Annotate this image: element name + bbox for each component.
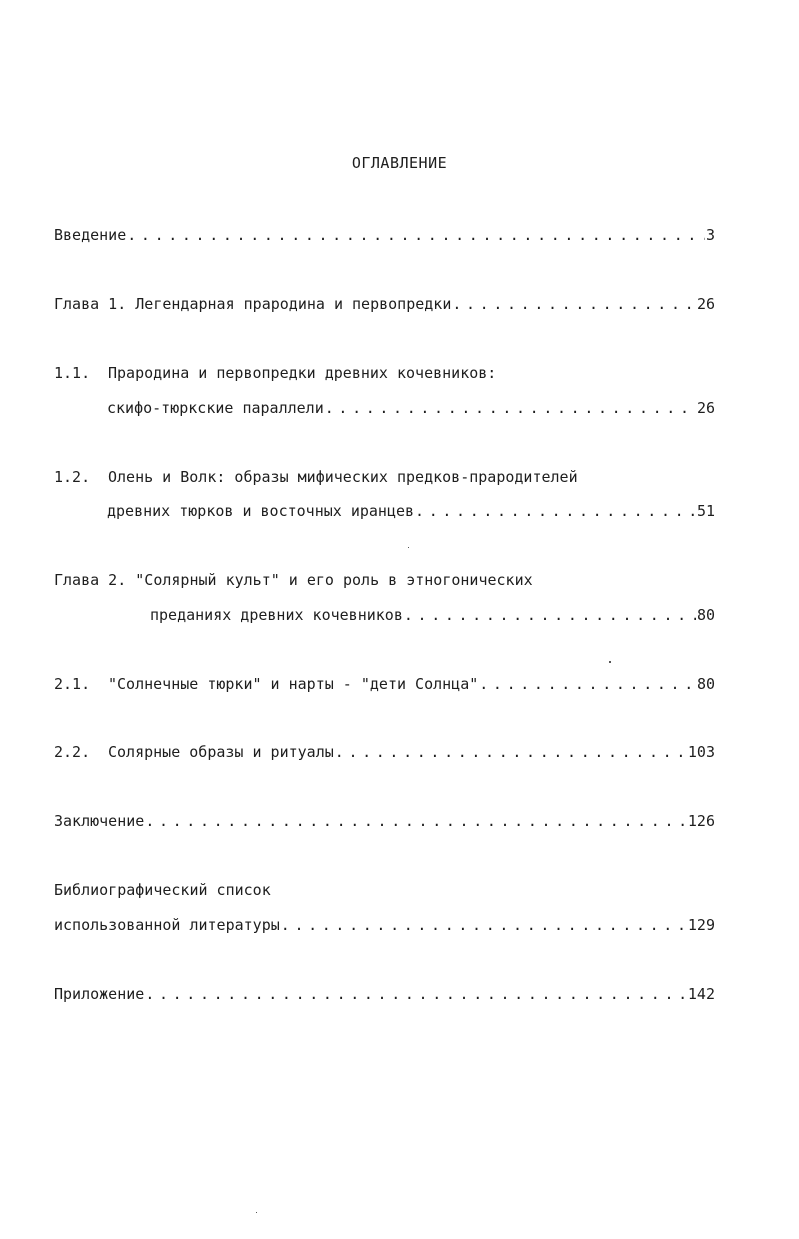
page-number: 51 [696, 502, 715, 520]
toc-entry-1-1-line1 [54, 362, 715, 384]
page-number: 26 [696, 295, 715, 313]
page-number: 103 [687, 743, 715, 761]
page-number: 80 [696, 675, 715, 693]
dot-leader [145, 810, 687, 832]
page-number: 80 [696, 606, 715, 624]
section-number: 1.2. [54, 468, 91, 486]
toc-entry-2-2 [54, 741, 715, 763]
entry-text: Библиографический список [54, 881, 271, 899]
toc-entry-appendix [54, 983, 715, 1005]
entry-text: Заключение [54, 812, 145, 830]
page-title: ОГЛАВЛЕНИЕ [351, 154, 448, 172]
dot-leader [145, 983, 687, 1005]
entry-text: Солярные образы и ритуалы [108, 743, 334, 761]
page-number: 126 [687, 812, 715, 830]
page-number: 26 [696, 399, 715, 417]
toc-entry-bibliography-line2 [54, 914, 715, 936]
entry-text: преданиях древних кочевников [150, 606, 403, 624]
page-number: 142 [687, 985, 715, 1003]
toc-entry-chapter-1 [54, 293, 715, 315]
entry-text: Глава 2. "Солярный культ" и его роль в этногонических [54, 571, 533, 589]
scan-speck [408, 547, 409, 548]
toc-entry-1-1-line2 [107, 397, 715, 419]
entry-text: древних тюрков и восточных иранцев [107, 502, 415, 520]
scan-speck [256, 1212, 257, 1213]
page-number: 129 [687, 916, 715, 934]
entry-text: скифо-тюркские параллели [107, 399, 324, 417]
entry-text: Олень и Волк: образы мифических предков-прародителей [108, 468, 578, 486]
toc-entry-1-2-line2 [107, 500, 715, 522]
entry-text: Глава 1. Легендарная прародина и первопредки [54, 295, 452, 313]
dot-leader [415, 500, 696, 522]
dot-leader [281, 914, 687, 936]
toc-entry-intro [54, 224, 715, 246]
scan-speck [609, 661, 611, 663]
toc-entry-conclusion [54, 810, 715, 832]
toc-entry-1-2-line1 [54, 466, 715, 488]
dot-leader [452, 293, 696, 315]
section-number: 2.1. [54, 675, 91, 693]
entry-text: Приложение [54, 985, 145, 1003]
toc-entry-chapter-2-line1 [54, 569, 715, 591]
entry-text: Прародина и первопредки древних кочевников: [108, 364, 497, 382]
dot-leader [479, 673, 696, 695]
dot-leader [127, 224, 705, 246]
page-number: 3 [705, 226, 715, 244]
toc-entry-chapter-2-line2 [150, 604, 715, 626]
toc-entry-2-1 [54, 673, 715, 695]
dot-leader [325, 397, 696, 419]
dot-leader [404, 604, 696, 626]
toc-entry-bibliography-line1 [54, 879, 715, 901]
entry-text: "Солнечные тюрки" и нарты - "дети Солнца" [108, 675, 479, 693]
dot-leader [335, 741, 687, 763]
section-number: 1.1. [54, 364, 91, 382]
section-number: 2.2. [54, 743, 91, 761]
entry-text: Введение [54, 226, 127, 244]
entry-text: использованной литературы [54, 916, 280, 934]
